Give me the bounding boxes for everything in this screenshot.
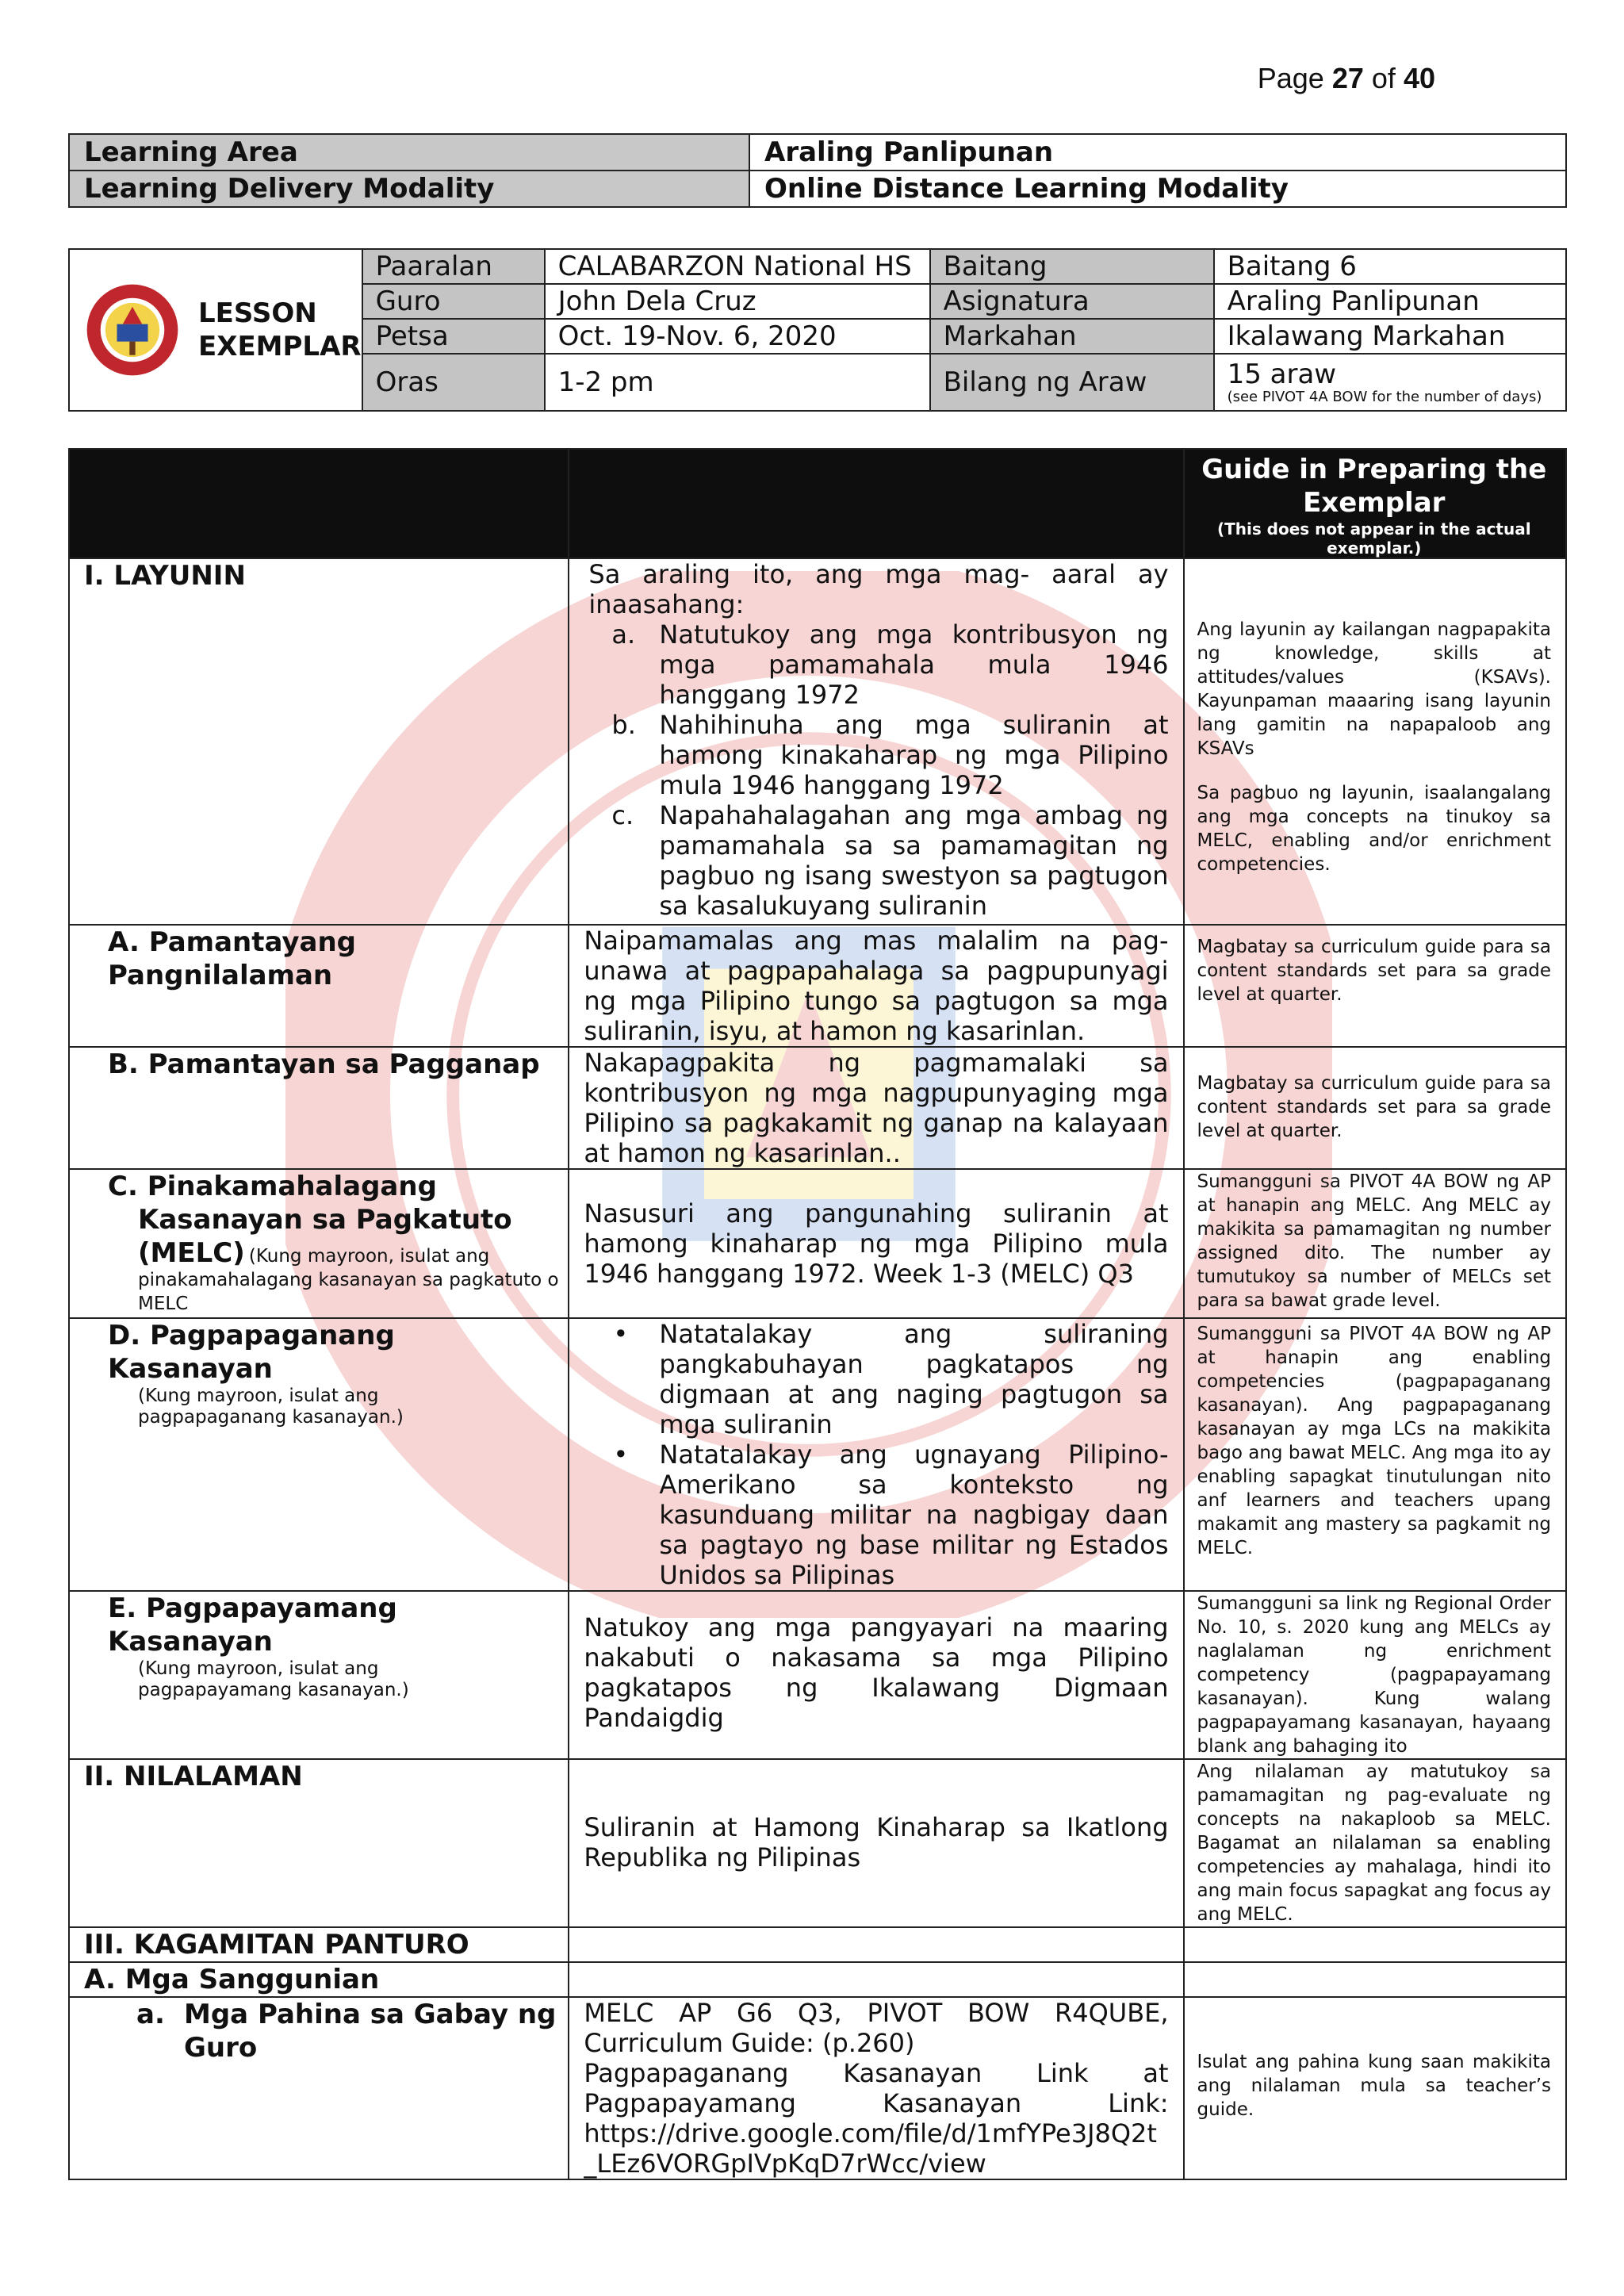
- empty-cell: [569, 1927, 1183, 1962]
- nilalaman-content: Suliranin at Hamong Kinaharap sa Ikatlong Republika ng Pilipinas: [584, 1812, 1169, 1872]
- baitang-value: Baitang 6: [1214, 249, 1566, 284]
- baitang-label: Baitang: [930, 249, 1214, 284]
- oras-label: Oras: [362, 354, 545, 411]
- sanggunian-label: A. Mga Sanggunian: [84, 1964, 380, 1995]
- melc-label-line3: (MELC): [138, 1237, 245, 1269]
- learning-area-label: Learning Area: [69, 134, 749, 171]
- header-row: [69, 171, 1566, 207]
- pamantayang-pangnilalaman-content: Naipamamalas ang mas malalim na pag-unawa at pagpapahalaga sa pagpupunyagi ng mga Pilipino tungo sa pagtugon sa mga suliranin, isyu, at hamon ng kasarinlan.: [584, 926, 1169, 1046]
- empty-cell: [1184, 1927, 1566, 1962]
- layunin-guide-1: Ang layunin ay kailangan nagpapakita ng knowledge, skills at attitudes/values (KSAVs). Kayunpaman maaaring isang layunin lang gamitin na napapaloob ang KSAVs: [1197, 619, 1551, 759]
- list-item: b. Nahihinuha ang mga suliranin at hamong kinakaharap ng mga Pilipino mula 1946 hanggang 1972: [611, 710, 1169, 800]
- pagpapaganang-note: (Kung mayroon, isulat ang pagpapaganang kasanayan.): [138, 1386, 404, 1428]
- info-row: [69, 249, 1566, 284]
- gabay-label-line1: Mga Pahina sa Gabay ng: [184, 1999, 557, 2030]
- page-label: Page: [1257, 62, 1324, 94]
- guide-header-subtitle: (This does not appear in the actual exemplar.): [1216, 519, 1531, 558]
- gabay-guide: Isulat ang pahina kung saan makikita ang nilalaman mula sa teacher’s guide.: [1197, 2052, 1551, 2120]
- guide-header-row: [69, 449, 1566, 558]
- nilalaman-label: II. NILALAMAN: [84, 1761, 303, 1792]
- melc-label-line1: C. Pinakamahalagang: [108, 1171, 437, 1202]
- kagamitan-label: III. KAGAMITAN PANTURO: [84, 1929, 469, 1961]
- bilang-ng-araw-cell: [1214, 354, 1566, 411]
- layunin-guide-2: Sa pagbuo ng layunin, isaalangalang ang mga concepts na tinukoy sa MELC, enabling and/or enrichment competencies.: [1197, 783, 1551, 875]
- learning-area-value: Araling Panlipunan: [749, 134, 1566, 171]
- gabay-content-line: Pagpapayamang Kasanayan Link:: [584, 2088, 1169, 2118]
- gabay-content-line: Pagpapaganang Kasanayan Link at: [584, 2058, 1169, 2088]
- list-item: a. Natutukoy ang mga kontribusyon ng mga pamamahala mula 1946 hanggang 1972: [611, 619, 1169, 710]
- pamantayan-sa-pagganap-label: B. Pamantayan sa Pagganap: [108, 1048, 540, 1080]
- pamantayan-sa-pagganap-guide: Magbatay sa curriculum guide para sa content standards set para sa grade level at quarter.: [1197, 1073, 1551, 1141]
- page-of: of: [1371, 62, 1396, 94]
- paaralan-value: CALABARZON National HS: [545, 249, 930, 284]
- page-number: [1258, 62, 1435, 95]
- pagpapayamang-content: Natukoy ang mga pangyayari na maaring nakabuti o nakasama sa mga Pilipino pagkatapos ng Ikalawang Digmaan Pandaigdig: [584, 1612, 1169, 1733]
- sanggunian-row: [69, 1962, 1566, 1997]
- lesson-exemplar-cell: [69, 249, 362, 411]
- markahan-value: Ikalawang Markahan: [1214, 319, 1566, 354]
- pamantayang-pangnilalaman-label: A. Pamantayang Pangnilalaman: [108, 926, 357, 991]
- pagpapaganang-label: D. Pagpapaganang Kasanayan: [108, 1320, 395, 1385]
- pamantayan-sa-pagganap-content: Nakapagpakita ng pagmamalaki sa kontribusyon ng mga nagpupunyaging mga Pilipino sa pagkakamit ng ganap na kalayaan at hamon ng kasarinlan..: [584, 1048, 1169, 1168]
- nilalaman-guide: Ang nilalaman ay matutukoy sa pamamagitan ng pag-evaluate ng concepts na nakaploob sa MELC. Bagamat an nilalaman sa enabling competencies ay mahalaga, hindi ito ang main focus sapagkat ang focus ay ang MELC.: [1197, 1761, 1551, 1925]
- layunin-intro: Sa araling ito, ang mga mag- aaral ay inaasahang:: [588, 559, 1169, 619]
- gabay-content-line: Curriculum Guide: (p.260): [584, 2028, 915, 2058]
- markahan-label: Markahan: [930, 319, 1214, 354]
- pagpapayamang-note: (Kung mayroon, isulat ang pagpapayamang kasanayan.): [138, 1658, 409, 1700]
- bilang-ng-araw-value: 15 araw: [1227, 358, 1337, 390]
- lesson-plan-table: [68, 448, 1567, 2180]
- header-blank-cell: [569, 449, 1183, 558]
- bilang-ng-araw-label: Bilang ng Araw: [930, 354, 1214, 411]
- pagpapaganang-row: [69, 1318, 1566, 1591]
- pagpapayamang-row: [69, 1591, 1566, 1759]
- learning-area-table: [68, 133, 1567, 208]
- gabay-link-line[interactable]: _LEz6VORGpIVpKqD7rWcc/view: [584, 2148, 986, 2179]
- pagpapaganang-list: [584, 1319, 1168, 1590]
- nilalaman-row: [69, 1759, 1566, 1927]
- guro-label: Guro: [362, 284, 545, 319]
- melc-label-line2: Kasanayan sa Pagkatuto: [138, 1204, 512, 1236]
- pamantayang-pangnilalaman-row: [69, 925, 1566, 1047]
- gabay-content-line: MELC AP G6 Q3, PIVOT BOW R4QUBE,: [584, 1998, 1169, 2028]
- page-total: 40: [1403, 62, 1435, 94]
- gabay-marker: a.: [136, 1999, 165, 2030]
- guro-value: John Dela Cruz: [545, 284, 930, 319]
- pamantayan-sa-pagganap-row: [69, 1047, 1566, 1169]
- header-blank-cell: [69, 449, 569, 558]
- pagpapayamang-guide: Sumangguni sa link ng Regional Order No. 10, s. 2020 kung ang MELCs ay naglalaman ng enrichment competency (pagpapayamang kasanayan). Kung walang pagpapayamang kasanayan, hayaang blank ang bahaging ito: [1197, 1593, 1551, 1757]
- empty-cell: [569, 1962, 1183, 1997]
- melc-guide: Sumangguni sa PIVOT 4A BOW ng AP at hanapin ang MELC. Ang MELC ay makikita sa pamamagitan ng number assigned dito. The number ay tumutukoy sa number of MELCs set para sa bawat grade level.: [1197, 1171, 1551, 1311]
- pagpapayamang-label: E. Pagpapayamang Kasanayan: [108, 1593, 397, 1658]
- page-current: 27: [1331, 62, 1364, 94]
- modality-label: Learning Delivery Modality: [69, 171, 749, 207]
- guide-header-cell: [1184, 449, 1566, 558]
- layunin-row: [69, 558, 1566, 925]
- lesson-exemplar-info-table: [68, 248, 1567, 412]
- pagpapaganang-guide: Sumangguni sa PIVOT 4A BOW ng AP at hanapin ang enabling competencies (pagpapaganang kasanayan). Ang pagpapaganang kasanayan ay mga LCs na makikita bago ang bawat MELC. Ang mga ito ay enabling sapagkat tinutulungan nito anf learners and teachers upang makamit ang mastery sa pagkamit ng MELC.: [1197, 1324, 1551, 1558]
- header-row: [69, 134, 1566, 171]
- lesson-label: LESSON: [198, 297, 317, 329]
- melc-label-note: (Kung mayroon, isulat ang pinakamahalagang kasanayan sa pagkatuto o MELC: [138, 1246, 559, 1314]
- gabay-label-line2: Guro: [184, 2032, 258, 2064]
- bilang-ng-araw-note: (see PIVOT 4A BOW for the number of days): [1227, 389, 1542, 405]
- layunin-list: [584, 619, 1168, 921]
- empty-cell: [1184, 1962, 1566, 1997]
- gabay-link-line[interactable]: https://drive.google.com/file/d/1mfYPe3J8Q2t: [584, 2118, 1157, 2148]
- gabay-ng-guro-row: [69, 1997, 1566, 2179]
- exemplar-label: EXEMPLAR: [198, 331, 362, 362]
- region-seal-icon: [84, 282, 181, 378]
- list-item: • Natatalakay ang suliraning pangkabuhayan pagkatapos ng digmaan at ang naging pagtugon sa mga suliranin: [613, 1319, 1169, 1439]
- oras-value: 1-2 pm: [545, 354, 930, 411]
- melc-row: [69, 1169, 1566, 1318]
- asignatura-label: Asignatura: [930, 284, 1214, 319]
- asignatura-value: Araling Panlipunan: [1214, 284, 1566, 319]
- melc-content: Nasusuri ang pangunahing suliranin at hamong kinaharap ng mga Pilipino mula 1946 hanggang 1972. Week 1-3 (MELC) Q3: [584, 1198, 1169, 1289]
- kagamitan-row: [69, 1927, 1566, 1962]
- layunin-label: I. LAYUNIN: [84, 560, 246, 592]
- guide-header-title: Guide in Preparing the Exemplar: [1201, 454, 1547, 519]
- paaralan-label: Paaralan: [362, 249, 545, 284]
- modality-value: Online Distance Learning Modality: [749, 171, 1566, 207]
- pamantayang-pangnilalaman-guide: Magbatay sa curriculum guide para sa content standards set para sa grade level at quarter.: [1197, 937, 1551, 1005]
- petsa-value: Oct. 19-Nov. 6, 2020: [545, 319, 930, 354]
- list-item: • Natatalakay ang ugnayang Pilipino-Amerikano sa konteksto ng kasunduang militar na nagbigay daan sa pagtayo ng base militar ng Estados Unidos sa Pilipinas: [613, 1439, 1169, 1590]
- petsa-label: Petsa: [362, 319, 545, 354]
- list-item: c. Napahahalagahan ang mga ambag ng pamamahala sa sa pamamagitan ng pagbuo ng isang swestyon sa pagtugon sa kasalukuyang suliranin: [611, 800, 1169, 921]
